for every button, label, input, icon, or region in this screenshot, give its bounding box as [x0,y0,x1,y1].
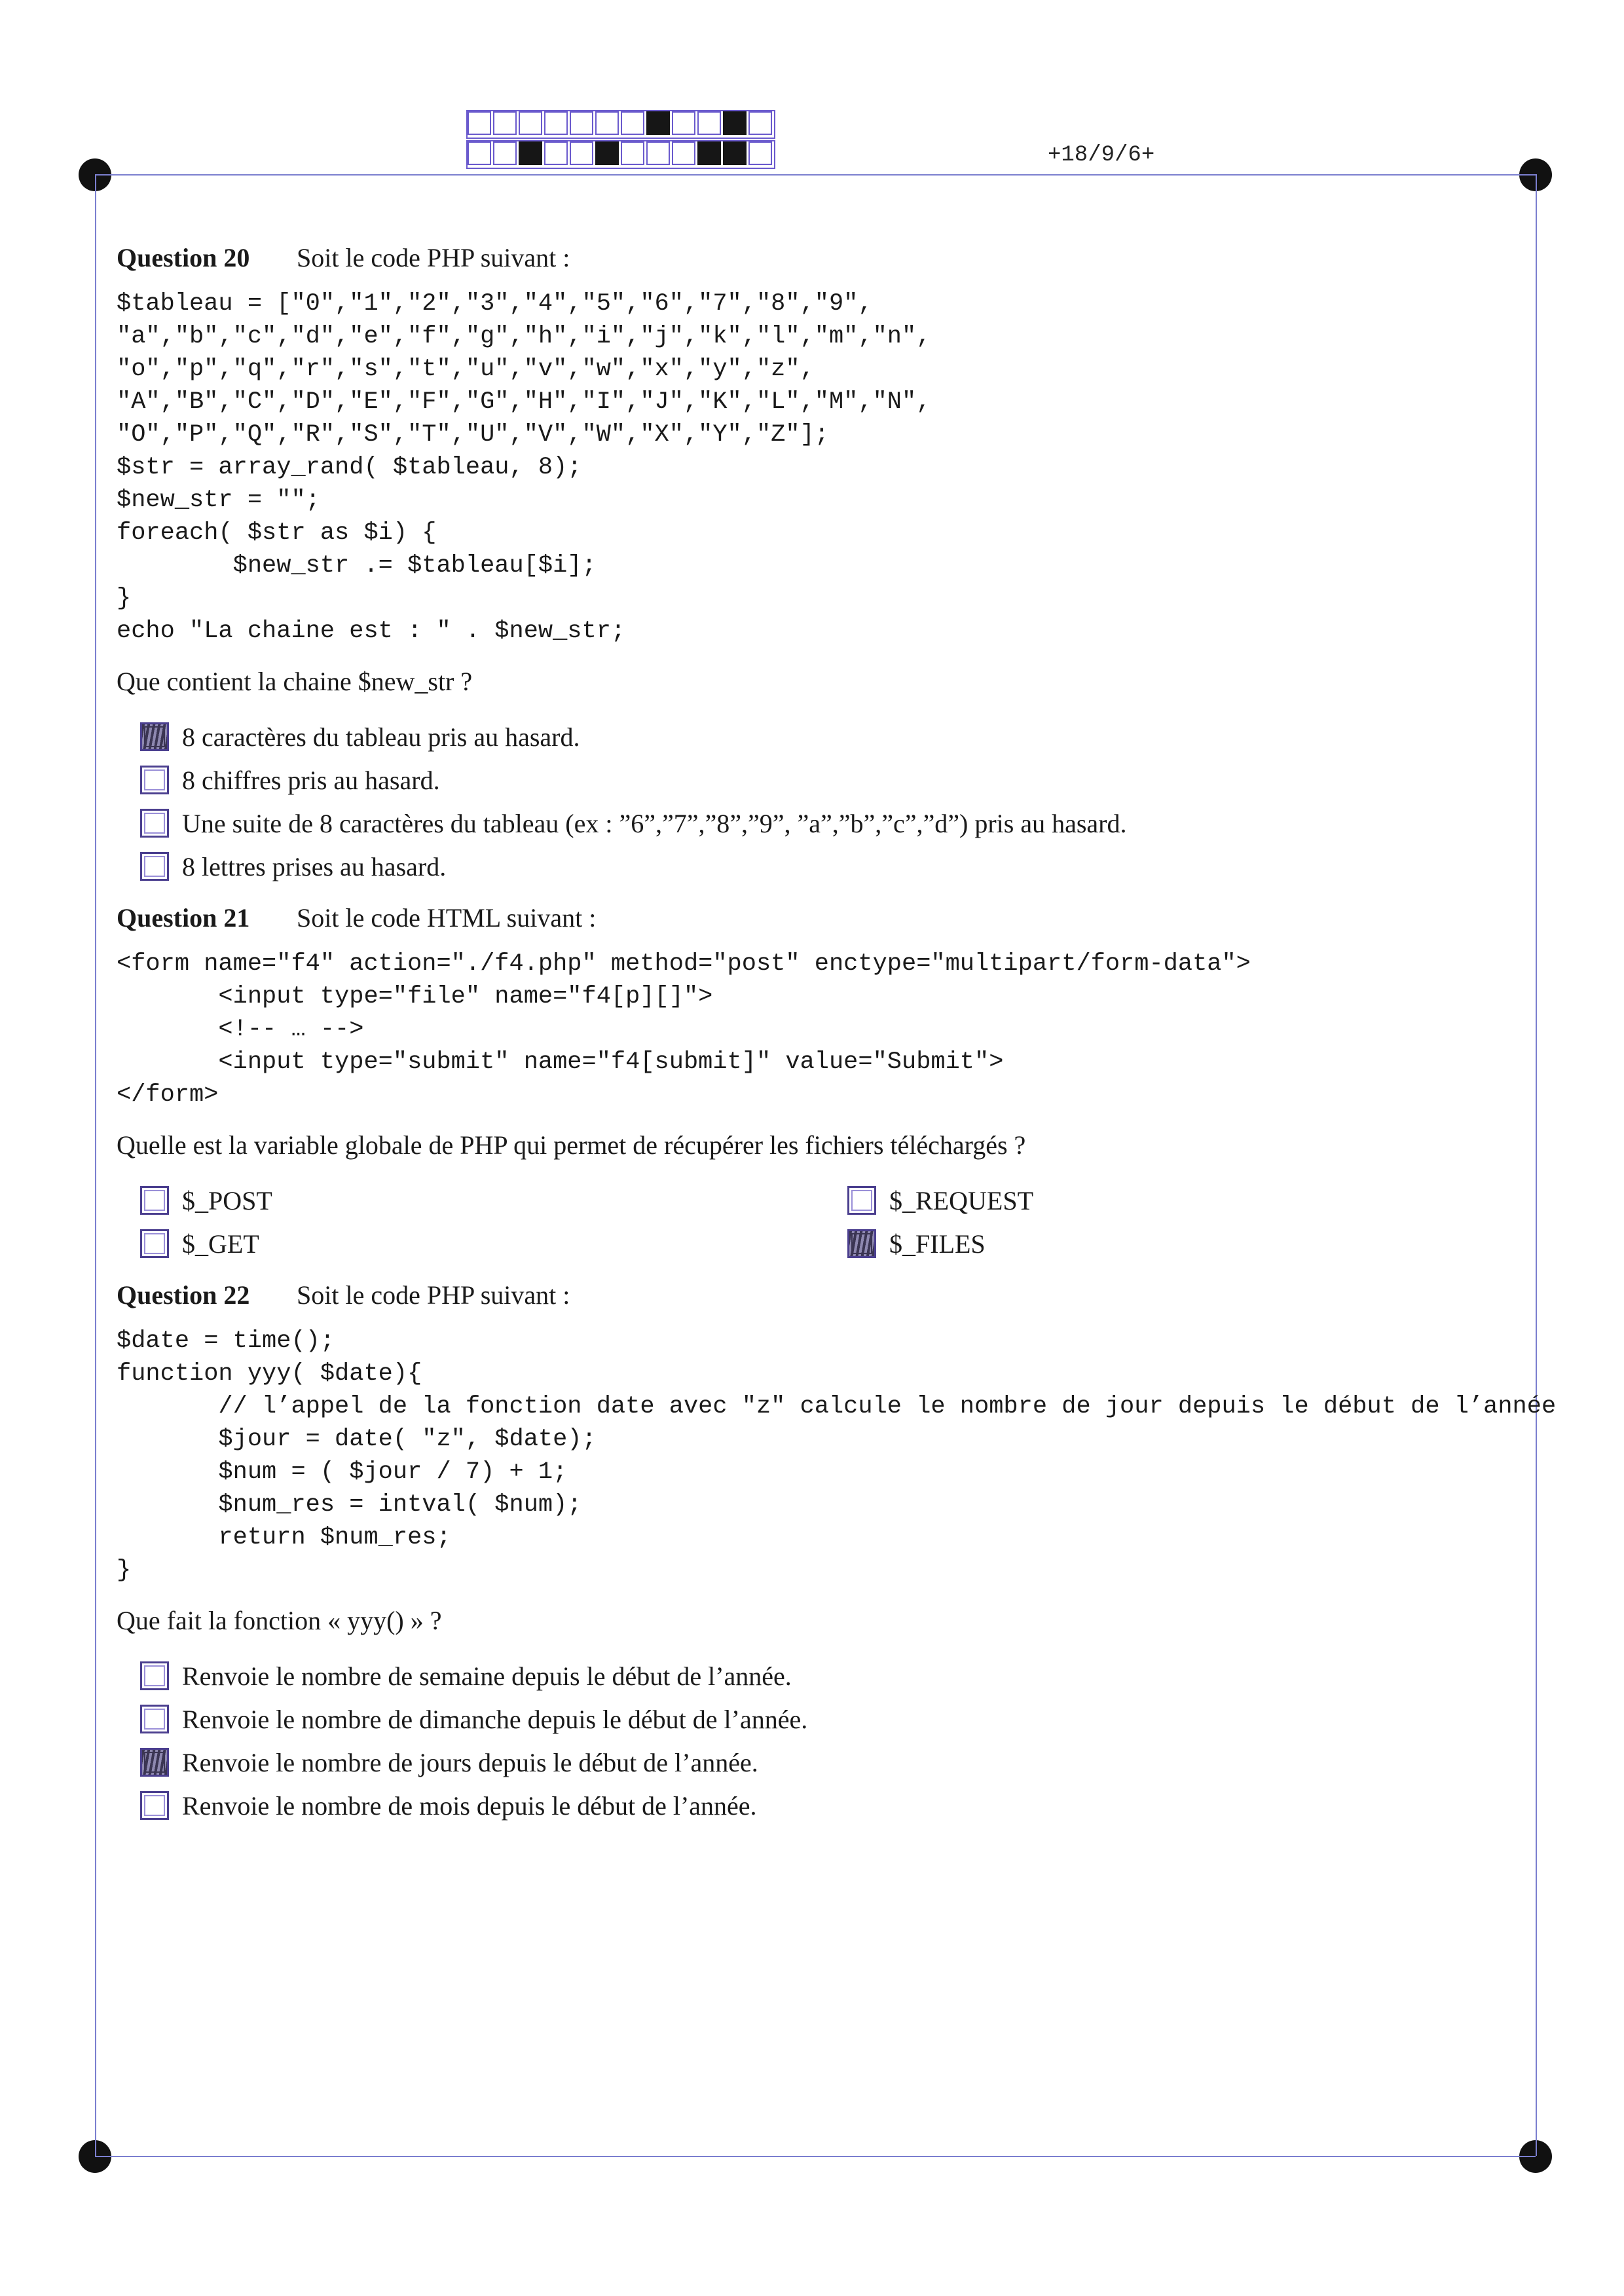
frame-top [95,174,1536,176]
barcode-cell [723,111,747,135]
answer-option [140,758,1551,802]
answer-option [140,1741,1551,1784]
sheet-code: +18/9/6+ [1048,143,1155,168]
answer-checkbox[interactable] [140,1705,169,1733]
barcode-cell [621,141,644,165]
barcode-cell [468,111,491,135]
answer-option [847,1222,1502,1265]
barcode-cell [570,141,593,165]
answer-checkbox[interactable] [140,1791,169,1820]
barcode-cell [748,141,772,165]
question-header [117,242,1551,273]
question-21 [117,902,1551,1265]
barcode-cell [544,141,568,165]
barcode-cell [493,141,517,165]
answer-option [140,715,1551,758]
answer-label: Renvoie le nombre de jours depuis le début de l’année. [182,1747,758,1777]
code-block: $tableau = ["0","1","2","3","4","5","6","7","8","9", "a","b","c","d","e","f","g","h","i","j","k","l","m","n", "o","p","q","r","s","t","u","v","w","x","y","z", "A","B","C","D","E","F","G","H","I","J","K","L","M","N", "O","P","Q","R","S","T","U","V","W","X","Y","Z"]; $str = array_rand( $tableau, 8); $new_str = ""; foreach( $str as $i) { $new_str .= $tableau[$i]; } echo "La chaine est : " . $new_str; [117,290,931,645]
question-intro: Soit le code HTML suivant : [297,903,597,933]
answer-label: Une suite de 8 caractères du tableau (ex : ”6”,”7”,”8”,”9”, ”a”,”b”,”c”,”d”) pris au hasard. [182,808,1127,838]
answer-label: $_GET [182,1229,259,1259]
code-block: <form name="f4" action="./f4.php" method="post" enctype="multipart/form-data"> <input type="file" name="f4[p][]"> <!-- … --> <input type="submit" name="f4[submit]" value="Submit"> </form> [117,950,1251,1109]
question-header [117,902,1551,933]
barcode-cell [646,111,670,135]
frame-left [95,174,96,2156]
barcode-cell [468,141,491,165]
barcode-cell [723,141,747,165]
barcode-cell [595,111,619,135]
answer-list [140,715,1551,888]
question-intro: Soit le code PHP suivant : [297,243,570,272]
barcode-cell [646,141,670,165]
answer-checkbox[interactable] [140,1229,169,1258]
barcode-cell [519,141,542,165]
barcode-cell [519,111,542,135]
answer-checkbox[interactable] [140,1748,169,1777]
answer-checkbox[interactable] [140,852,169,881]
question-header [117,1280,1551,1310]
barcode-cell [672,111,695,135]
answer-label: $_FILES [889,1229,986,1259]
answer-option [140,1222,847,1265]
answer-checkbox[interactable] [847,1186,876,1215]
barcode-cell [544,111,568,135]
code-block: $date = time(); function yyy( $date){ // l’appel de la fonction date avec "z" calcule le nombre de jour depuis le début de l’année $jour = date( "z", $date); $num = ( $jour / 7) + 1; $num_res = intval( $num); return $num_res; } [117,1327,1557,1584]
answer-option [140,802,1551,845]
answer-label: Renvoie le nombre de mois depuis le début de l’année. [182,1790,757,1821]
answer-checkbox[interactable] [140,1186,169,1215]
answer-checkbox[interactable] [140,722,169,751]
question-prompt: Que contient la chaine $new_str ? [117,667,473,696]
answer-checkbox[interactable] [140,1661,169,1690]
exam-content [117,242,1557,1827]
question-number: Question 21 [117,903,250,933]
question-number: Question 20 [117,243,250,272]
answer-option [140,1784,1551,1827]
frame-bottom [95,2156,1536,2157]
answer-checkbox[interactable] [140,766,169,794]
answer-label: 8 lettres prises au hasard. [182,851,447,881]
answer-label: Renvoie le nombre de dimanche depuis le début de l’année. [182,1704,808,1734]
answer-option [140,1697,1551,1741]
answer-list [140,1654,1551,1827]
answer-option [140,1179,847,1222]
answer-label: 8 caractères du tableau pris au hasard. [182,722,580,752]
question-prompt: Quelle est la variable globale de PHP qui permet de récupérer les fichiers téléchargés ? [117,1130,1026,1160]
answer-label: Renvoie le nombre de semaine depuis le début de l’année. [182,1661,792,1691]
answer-label: $_REQUEST [889,1185,1033,1215]
answer-label: $_POST [182,1185,272,1215]
barcode-cell [595,141,619,165]
answer-option [140,1654,1551,1697]
answer-option [140,845,1551,888]
barcode-cell [621,111,644,135]
barcode-cell [570,111,593,135]
question-20 [117,242,1551,888]
question-prompt: Que fait la fonction « yyy() » ? [117,1606,442,1635]
sheet-barcode-row-1 [466,110,775,139]
question-number: Question 22 [117,1280,250,1310]
answer-list [140,1179,1551,1265]
answer-option [847,1179,1502,1222]
question-22 [117,1280,1557,1827]
question-intro: Soit le code PHP suivant : [297,1280,570,1310]
answer-label: 8 chiffres pris au hasard. [182,765,440,795]
sheet-barcode-row-2 [466,140,775,169]
barcode-cell [697,111,721,135]
barcode-cell [697,141,721,165]
answer-checkbox[interactable] [140,809,169,838]
barcode-cell [672,141,695,165]
barcode-cell [493,111,517,135]
barcode-cell [748,111,772,135]
answer-checkbox[interactable] [847,1229,876,1258]
